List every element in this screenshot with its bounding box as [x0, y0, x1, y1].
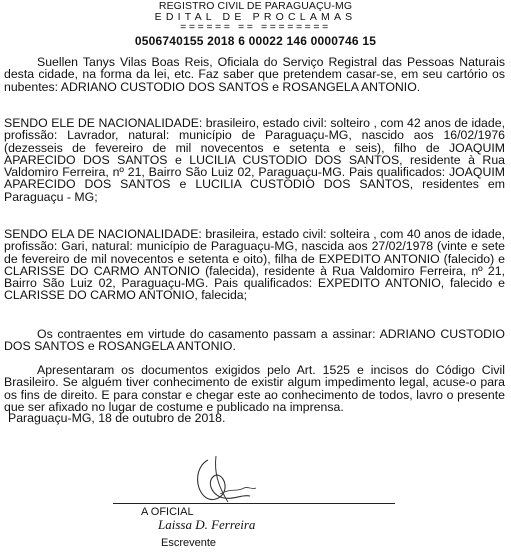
date-line: Paraguaçu-MG, 18 de outubro de 2018.	[8, 411, 226, 425]
edital-title: EDITAL DE PROCLAMAS	[154, 11, 357, 23]
signatory-name: Laissa D. Ferreira	[158, 517, 256, 532]
registration-number: 0506740155 2018 6 00022 146 0000746 15	[134, 34, 377, 48]
contracting-paragraph: Os contraentes em virtude do casamento passam a assinar: ADRIANO CUSTODIO DOS SANTOS e ROSANGELA ANTONIO.	[4, 327, 505, 354]
signature-line	[113, 503, 395, 504]
document-header	[0, 0, 511, 48]
signature-label: A OFICIAL	[141, 506, 194, 518]
handwritten-signature	[190, 452, 260, 510]
bride-paragraph: SENDO ELA DE NACIONALIDADE: brasileira, estado civil: solteira , com 40 anos de idade, profissão: Gari, natural: município de Paraguaçu-MG, nascida aos 27/02/1978 (vinte e sete de fevereiro de mil novecentos e setenta e oito), filha de EXPEDITO ANTONIO (falecido) e CLARISSE DO CARMO ANTONIO (falecida), residente à Rua Valdomiro Ferreira, nº 21, Bairro São Luiz 02, Paraguaçu-MG. Pais qualificados: EXPEDITO ANTONIO, falecido e CLARISSE DO CARMO ANTONIO, falecida;	[4, 227, 505, 303]
intro-paragraph: Suellen Tanys Vilas Boas Reis, Oficiala do Serviço Registral das Pessoas Naturais desta cidade, na forma da lei, etc. Faz saber que pretendem casar-se, em seu cartório os nubentes: ADRIANO CUSTODIO DOS SANTOS e ROSANGELA ANTONIO.	[4, 55, 505, 94]
registry-title: REGISTRO CIVIL DE PARAGUAÇU-MG	[158, 0, 353, 12]
groom-paragraph: SENDO ELE DE NACIONALIDADE: brasileiro, estado civil: solteiro , com 42 anos de idade, profissão: Lavrador, natural: município de Paraguaçu-MG, nascido aos 16/02/1976 (dezesseis de fevereiro de mil novecentos e setenta e seis), filho de JOAQUIM APARECIDO DOS SANTOS e LUCILIA CUSTODIO DOS SANTOS, residente à Rua Valdomiro Ferreira, nº 21, Bairro São Luiz 02, Paraguaçu-MG. Pais qualificados: JOAQUIM APARECIDO DOS SANTOS e LUCILIA CUSTODIO DOS SANTOS, residentes em Paraguaçu - MG;	[4, 116, 505, 204]
signatory-role: Escrevente	[161, 537, 217, 549]
title-rule: ====== == ========	[180, 21, 331, 33]
documents-paragraph: Apresentaram os documentos exigidos pelo Art. 1525 e incisos do Código Civil Brasileiro. Se alguém tiver conhecimento de existir algum impedimento legal, acuse-o para os fins de direito. E para constar e chegar este ao conhecimento de todos, lavro o presente que ser afixado no lugar de costume e publicado na imprensa.	[4, 363, 505, 414]
